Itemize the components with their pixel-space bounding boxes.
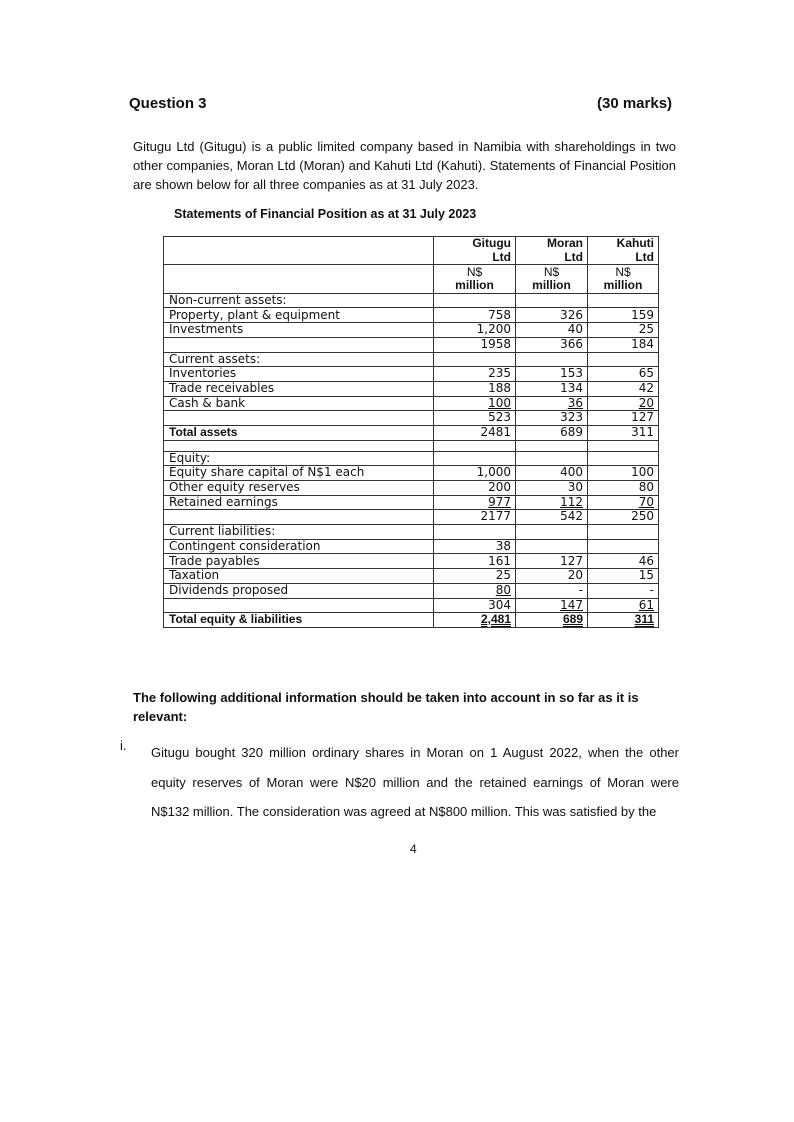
cell-kahuti: 159 [588, 308, 659, 323]
cell-kahuti: 127 [588, 411, 659, 426]
cell-kahuti: 311 [588, 425, 659, 440]
cell-moran [516, 539, 588, 554]
subtotal-row [164, 337, 659, 352]
cell-moran: 147 [560, 598, 583, 612]
cell-gitugu: 304 [434, 598, 516, 613]
cell-gitugu: 1958 [434, 337, 516, 352]
cell-moran: 366 [516, 337, 588, 352]
row-label: Taxation [164, 569, 434, 584]
row-label: Total equity & liabilities [164, 613, 434, 628]
header-kahuti-currency: N$ [588, 265, 659, 279]
header-row-unit [164, 279, 659, 293]
cell-moran: 689 [562, 612, 583, 627]
total-equity-liabilities-row [164, 613, 659, 628]
cell-kahuti: 42 [588, 381, 659, 396]
cell-gitugu: 235 [434, 367, 516, 382]
section-header-row [164, 451, 659, 466]
cell-gitugu: 200 [434, 481, 516, 496]
cell-moran: 127 [516, 554, 588, 569]
subtotal-row [164, 510, 659, 525]
row-label: Dividends proposed [164, 583, 434, 598]
cell-gitugu: 1,000 [434, 466, 516, 481]
page-number: 4 [410, 842, 417, 856]
row-label: Property, plant & equipment [164, 308, 434, 323]
cell-moran: - [516, 583, 588, 598]
cell-gitugu: 2,481 [480, 612, 511, 627]
header-row-name1 [164, 237, 659, 251]
subtotal-row [164, 411, 659, 426]
cell-kahuti: - [588, 583, 659, 598]
cell-moran: 689 [516, 425, 588, 440]
cell-kahuti: 46 [588, 554, 659, 569]
row-label: Cash & bank [164, 396, 434, 411]
row-label: Other equity reserves [164, 481, 434, 496]
header-moran-currency: N$ [516, 265, 588, 279]
table-row [164, 481, 659, 496]
cell-moran: 542 [516, 510, 588, 525]
header-gitugu-unit: million [434, 279, 516, 293]
section-header-label: Current liabilities: [164, 525, 434, 540]
cell-kahuti: 25 [588, 323, 659, 338]
section-header-label: Non-current assets: [164, 293, 434, 308]
cell-moran: 20 [516, 569, 588, 584]
row-label: Equity share capital of N$1 each [164, 466, 434, 481]
spacer-row [164, 440, 659, 451]
intro-paragraph: Gitugu Ltd (Gitugu) is a public limited company based in Namibia with shareholdings in two other companies, Moran Ltd (Moran) and Kahuti Ltd (Kahuti). Statements of Financial Position are shown below for all three companies as at 31 July 2023. [133, 139, 676, 192]
cell-kahuti: 80 [588, 481, 659, 496]
question-marks: (30 marks) [597, 95, 673, 112]
cell-kahuti: 20 [638, 396, 654, 410]
cell-moran: 400 [516, 466, 588, 481]
cell-moran: 153 [516, 367, 588, 382]
table-row [164, 381, 659, 396]
cell-moran: 30 [516, 481, 588, 496]
cell-kahuti: 250 [588, 510, 659, 525]
row-label: Trade receivables [164, 381, 434, 396]
cell-kahuti: 65 [588, 367, 659, 382]
cell-moran: 134 [516, 381, 588, 396]
table-row [164, 323, 659, 338]
cell-gitugu: 758 [434, 308, 516, 323]
cell-kahuti: 311 [634, 612, 654, 627]
cell-moran: 36 [567, 396, 583, 410]
row-label: Trade payables [164, 554, 434, 569]
section-header-label: Equity: [164, 451, 434, 466]
row-label: Inventories [164, 367, 434, 382]
table-row [164, 308, 659, 323]
row-label: Total assets [164, 425, 434, 440]
section-header-row [164, 525, 659, 540]
header-row-currency [164, 265, 659, 279]
cell-gitugu: 100 [488, 396, 511, 410]
financial-position-table [163, 236, 659, 628]
row-label: Retained earnings [164, 495, 434, 510]
row-label: Investments [164, 323, 434, 338]
cell-kahuti: 100 [588, 466, 659, 481]
cell-kahuti [588, 539, 659, 554]
cell-gitugu: 2177 [434, 510, 516, 525]
item-number: i. [120, 738, 127, 753]
cell-gitugu: 188 [434, 381, 516, 396]
header-row-name2 [164, 251, 659, 265]
header-moran-name: Moran [516, 237, 588, 251]
section-header-label: Current assets: [164, 352, 434, 367]
cell-moran: 326 [516, 308, 588, 323]
header-gitugu-currency: N$ [434, 265, 516, 279]
table-row [164, 539, 659, 554]
cell-moran: 112 [560, 495, 583, 509]
header-kahuti-name: Kahuti [588, 237, 659, 251]
cell-kahuti: 61 [638, 598, 654, 612]
cell-gitugu: 25 [434, 569, 516, 584]
subtotal-row [164, 598, 659, 613]
table-row [164, 367, 659, 382]
row-label: Contingent consideration [164, 539, 434, 554]
table-row [164, 466, 659, 481]
table-row [164, 583, 659, 598]
header-kahuti-unit: million [588, 279, 659, 293]
cell-gitugu: 80 [495, 583, 511, 597]
table-row [164, 569, 659, 584]
cell-gitugu: 2481 [434, 425, 516, 440]
header-moran-suffix: Ltd [516, 251, 588, 265]
question-title: Question 3 [129, 95, 207, 112]
table-title: Statements of Financial Position as at 31 July 2023 [174, 207, 477, 221]
header-kahuti-suffix: Ltd [588, 251, 659, 265]
cell-gitugu: 977 [488, 495, 511, 509]
section-header-row [164, 352, 659, 367]
cell-kahuti: 184 [588, 337, 659, 352]
total-assets-row [164, 425, 659, 440]
cell-gitugu: 523 [434, 411, 516, 426]
item-text: Gitugu bought 320 million ordinary shares in Moran on 1 August 2022, when the other equity reserves of Moran were N$20 million and the retained earnings of Moran were N$132 million. The consideration was agreed at N$800 million. This was satisfied by the [151, 745, 679, 819]
section-header-row [164, 293, 659, 308]
table-row [164, 554, 659, 569]
table-row [164, 495, 659, 510]
table-row [164, 396, 659, 411]
cell-moran: 40 [516, 323, 588, 338]
additional-info-heading: The following additional information should be taken into account in so far as it is relevant: [133, 690, 639, 724]
cell-moran: 323 [516, 411, 588, 426]
cell-gitugu: 1,200 [434, 323, 516, 338]
cell-gitugu: 161 [434, 554, 516, 569]
header-gitugu-suffix: Ltd [434, 251, 516, 265]
header-moran-unit: million [516, 279, 588, 293]
header-gitugu-name: Gitugu [434, 237, 516, 251]
cell-kahuti: 15 [588, 569, 659, 584]
cell-kahuti: 70 [638, 495, 654, 509]
cell-gitugu: 38 [434, 539, 516, 554]
